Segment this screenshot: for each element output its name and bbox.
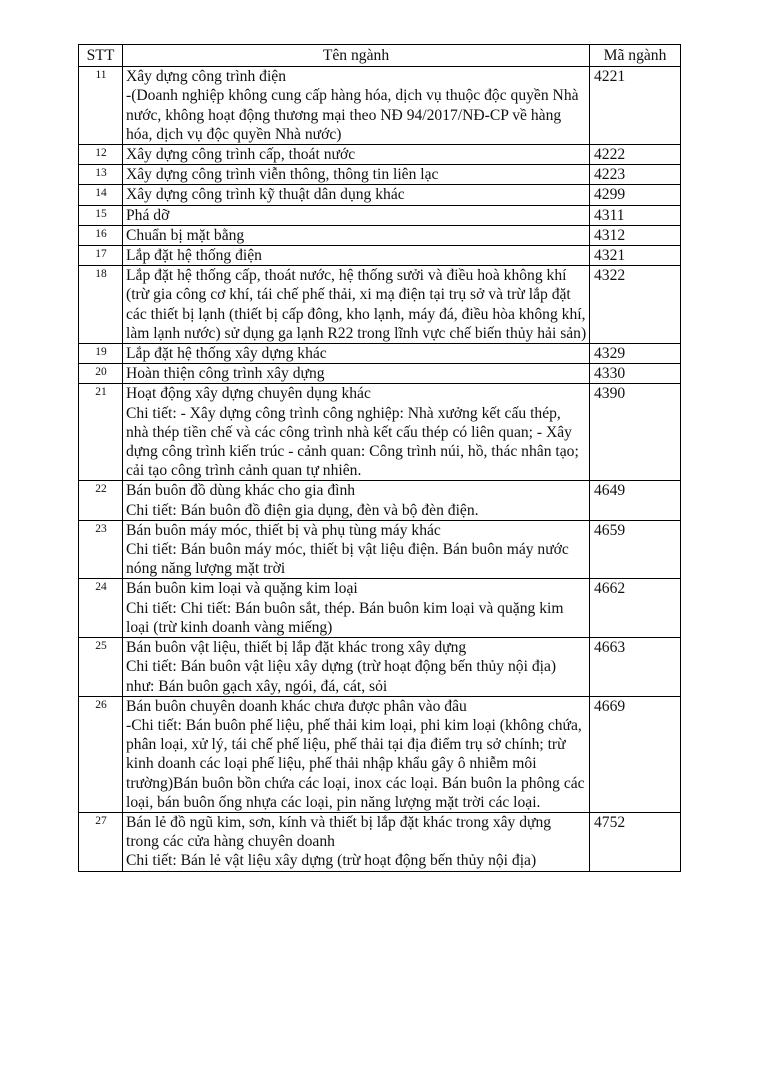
table-row: [79, 344, 681, 364]
row-industry-code: 4222: [590, 145, 681, 165]
row-industry-name: [123, 145, 590, 165]
row-industry-name: [123, 364, 590, 384]
row-stt: 25: [79, 638, 123, 697]
industry-detail: Chi tiết: Bán buôn vật liệu xây dựng (trừ hoạt động bến thủy nội địa) như: Bán buôn gạch xây, ngói, đá, cát, sỏi: [126, 658, 557, 695]
industry-title: Xây dựng công trình kỹ thuật dân dụng khác: [126, 186, 405, 204]
table-row: [79, 364, 681, 384]
table-row: [79, 185, 681, 205]
industry-title: Bán buôn đồ dùng khác cho gia đình: [126, 482, 356, 500]
row-stt: 22: [79, 481, 123, 520]
table-row: [79, 145, 681, 165]
table-row: [79, 165, 681, 185]
header-code: Mã ngành: [590, 45, 681, 67]
row-industry-name: [123, 812, 590, 871]
industry-detail: Chi tiết: Bán buôn đồ điện gia dụng, đèn và bộ đèn điện.: [126, 501, 479, 519]
row-stt: 15: [79, 205, 123, 225]
row-industry-name: [123, 384, 590, 481]
industry-title: Bán buôn kim loại và quặng kim loại: [126, 580, 358, 598]
row-industry-code: 4649: [590, 481, 681, 520]
industry-detail: -(Doanh nghiệp không cung cấp hàng hóa, dịch vụ thuộc độc quyền Nhà nước, không hoạt động thương mại theo NĐ 94/2017/NĐ-CP về hàng hóa, dịch vụ độc quyền Nhà nước): [126, 87, 579, 143]
industry-title: Xây dựng công trình cấp, thoát nước: [126, 146, 356, 164]
row-industry-name: [123, 205, 590, 225]
row-stt: 11: [79, 67, 123, 145]
row-stt: 13: [79, 165, 123, 185]
table-row: [79, 481, 681, 520]
row-industry-name: [123, 185, 590, 205]
industry-title: Phá dỡ: [126, 206, 170, 224]
row-industry-code: 4662: [590, 579, 681, 638]
table-row: [79, 225, 681, 245]
industry-title: Xây dựng công trình điện: [126, 68, 287, 86]
industry-title: Lắp đặt hệ thống xây dựng khác: [126, 345, 327, 363]
industry-title: Bán buôn chuyên doanh khác chưa được phân vào đâu: [126, 697, 467, 715]
industry-detail: Chi tiết: - Xây dựng công trình công nghiệp: Nhà xưởng kết cấu thép, nhà thép tiền chế và các công trình nhà kết cấu thép có liên quan; - Xây dựng công trình kiến trúc - cảnh quan: Công trình núi, hồ, thác nhân tạo; cải tạo công trình cảnh quan tự nhiên.: [126, 404, 579, 480]
table-row: [79, 579, 681, 638]
industry-title: Chuẩn bị mặt bằng: [126, 226, 245, 244]
industry-title: Lắp đặt hệ thống cấp, thoát nước, hệ thống sưởi và điều hoà không khí: [126, 267, 567, 285]
row-stt: 19: [79, 344, 123, 364]
row-stt: 26: [79, 696, 123, 812]
header-row: [79, 45, 681, 67]
industry-title: Bán buôn vật liệu, thiết bị lắp đặt khác trong xây dựng: [126, 639, 467, 657]
row-industry-name: [123, 579, 590, 638]
industry-title: Xây dựng công trình viễn thông, thông tin liên lạc: [126, 166, 439, 184]
row-industry-name: [123, 696, 590, 812]
table-row: [79, 520, 681, 579]
row-industry-code: 4221: [590, 67, 681, 145]
industry-detail: Chi tiết: Chi tiết: Bán buôn sắt, thép. Bán buôn kim loại và quặng kim loại (trừ kinh doanh vàng miếng): [126, 599, 564, 636]
row-industry-code: 4663: [590, 638, 681, 697]
industry-title: Bán lẻ đồ ngũ kim, sơn, kính và thiết bị lắp đặt khác trong xây dựng trong các cửa hàng chuyên doanh: [126, 813, 552, 851]
table-row: [79, 205, 681, 225]
row-industry-code: 4390: [590, 384, 681, 481]
row-stt: 23: [79, 520, 123, 579]
row-industry-code: 4223: [590, 165, 681, 185]
industry-title: Hoạt động xây dựng chuyên dụng khác: [126, 385, 371, 403]
table-row: [79, 67, 681, 145]
row-industry-code: 4322: [590, 266, 681, 344]
row-industry-code: 4299: [590, 185, 681, 205]
row-industry-code: 4321: [590, 246, 681, 266]
row-industry-name: [123, 344, 590, 364]
row-industry-code: 4311: [590, 205, 681, 225]
table-row: [79, 266, 681, 344]
row-industry-name: [123, 638, 590, 697]
row-industry-name: [123, 520, 590, 579]
industry-detail: (trừ gia công cơ khí, tái chế phế thải, xi mạ điện tại trụ sở và trừ lắp đặt các thiết bị lạnh (thiết bị cấp đông, kho lạnh, máy đá, điều hòa không khí, làm lạnh nước) sử dụng ga lạnh R22 trong lĩnh vực chế biến thủy hải sản): [126, 286, 587, 342]
table-body: [79, 67, 681, 871]
industry-detail: Chi tiết: Bán buôn máy móc, thiết bị vật liệu điện. Bán buôn máy nước nóng năng lượng mặt trời: [126, 541, 569, 578]
row-industry-name: [123, 67, 590, 145]
row-stt: 12: [79, 145, 123, 165]
row-industry-code: 4330: [590, 364, 681, 384]
row-industry-name: [123, 481, 590, 520]
table-row: [79, 638, 681, 697]
row-industry-code: 4329: [590, 344, 681, 364]
header-name: Tên ngành: [123, 45, 590, 67]
industry-detail: -Chi tiết: Bán buôn phế liệu, phế thải kim loại, phi kim loại (không chứa, phân loại, xử lý, tái chế phế liệu, phế thải tại địa điểm trụ sở chính; trừ kinh doanh các loại phế liệu, phế thải nhập khẩu gây ô nhiễm môi trường)Bán buôn bồn chứa các loại, inox các loại. Bán buôn la phông các loại, bán buôn ống nhựa các loại, pin năng lượng mặt trời các loại.: [126, 716, 585, 811]
row-industry-code: 4669: [590, 696, 681, 812]
table-row: [79, 812, 681, 871]
industry-title: Lắp đặt hệ thống điện: [126, 247, 262, 265]
table-row: [79, 384, 681, 481]
row-stt: 21: [79, 384, 123, 481]
row-stt: 17: [79, 246, 123, 266]
industry-detail: Chi tiết: Bán lẻ vật liệu xây dựng (trừ hoạt động bến thủy nội địa): [126, 852, 537, 870]
row-industry-code: 4752: [590, 812, 681, 871]
row-stt: 14: [79, 185, 123, 205]
industry-title: Bán buôn máy móc, thiết bị và phụ tùng máy khác: [126, 521, 441, 539]
row-industry-name: [123, 266, 590, 344]
row-stt: 16: [79, 225, 123, 245]
row-stt: 24: [79, 579, 123, 638]
table-row: [79, 696, 681, 812]
table-row: [79, 246, 681, 266]
industry-title: Hoàn thiện công trình xây dựng: [126, 365, 325, 383]
header-stt: STT: [79, 45, 123, 67]
row-stt: 18: [79, 266, 123, 344]
row-industry-name: [123, 165, 590, 185]
row-industry-name: [123, 246, 590, 266]
row-industry-code: 4659: [590, 520, 681, 579]
row-industry-code: 4312: [590, 225, 681, 245]
row-stt: 20: [79, 364, 123, 384]
industry-code-table: [78, 44, 681, 872]
row-stt: 27: [79, 812, 123, 871]
row-industry-name: [123, 225, 590, 245]
